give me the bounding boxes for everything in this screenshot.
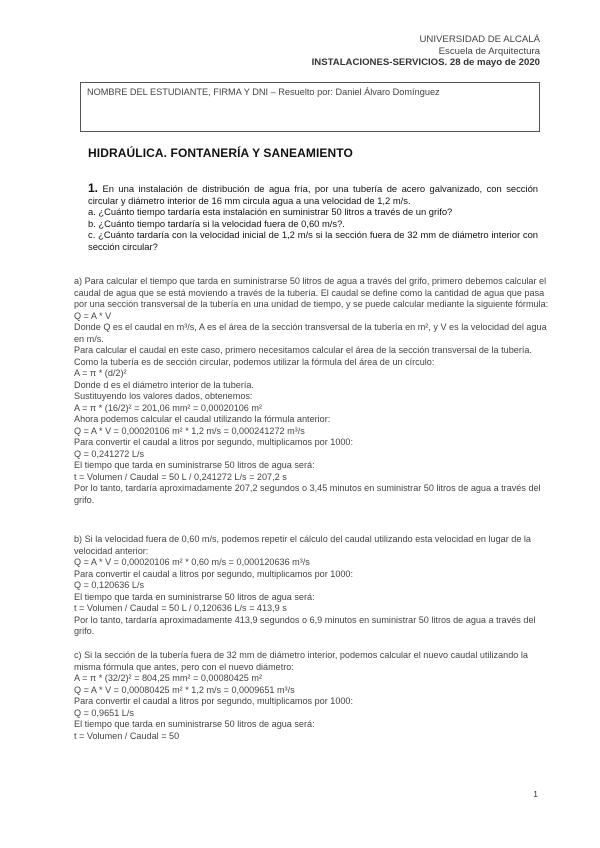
answer-line: El tiempo que tarda en suministrarse 50 litros de agua será: <box>74 719 315 729</box>
course-and-date: INSTALACIONES-SERVICIOS. 28 de mayo de 2020 <box>311 57 540 68</box>
page-number: 1 <box>533 789 538 799</box>
question-number: 1. <box>88 181 99 195</box>
answer-c <box>74 650 552 742</box>
answer-a <box>74 276 552 506</box>
section-title: HIDRAÚLICA. FONTANERÍA Y SANEAMIENTO <box>88 146 353 160</box>
answer-line: Q = A * V = 0,00020106 m² * 0,60 m/s = 0,000120636 m³/s <box>74 557 310 567</box>
answer-line: Por lo tanto, tardaría aproximadamente 207,2 segundos o 3,45 minutos en suministrar 50 litros de agua a través del grifo. <box>74 483 541 505</box>
question-statement: En una instalación de distribución de agua fría, por una tubería de acero galvanizado, con sección circular y diámetro interior de 16 mm circula agua a una velocidad de 1,2 m/s. <box>88 183 538 206</box>
student-name-label: NOMBRE DEL ESTUDIANTE, FIRMA Y DNI – Resuelto por: Daniel Álvaro Domínguez <box>87 87 440 97</box>
answer-line: t = Volumen / Caudal = 50 L / 0,241272 L/s = 207,2 s <box>74 471 287 482</box>
university-name: UNIVERSIDAD DE ALCALÁ <box>419 34 540 45</box>
answer-line: Para convertir el caudal a litros por segundo, multiplicamos por 1000: <box>74 696 354 706</box>
school-name: Escuela de Arquitectura <box>438 45 540 57</box>
answer-line: Sustituyendo los valores dados, obtenemos: <box>74 391 253 401</box>
answer-line: A = π * (d/2)² <box>74 368 127 378</box>
answer-line: El tiempo que tarda en suministrarse 50 litros de agua será: <box>74 591 315 602</box>
answer-line: A = π * (16/2)² = 201,06 mm² = 0,00020106 m² <box>74 402 262 413</box>
answer-line: a) Para calcular el tiempo que tarda en suministrarse 50 litros de agua a través del grifo, primero debemos calcular el caudal de agua que se está moviendo a través de la tubería. El caudal se define como la cantidad de agua que pasa por una sección transversal de la tubería en una unidad de tiempo, y se puede calcular mediante la siguiente fórmula: <box>74 276 549 309</box>
question-part-b: b. ¿Cuánto tiempo tardaría si la velocidad fuera de 0,60 m/s?. <box>88 217 345 229</box>
answer-line: Ahora podemos calcular el caudal utilizando la fórmula anterior: <box>74 414 331 424</box>
answer-b <box>74 534 552 638</box>
answer-line: c) Si la sección de la tubería fuera de 32 mm de diámetro interior, podemos calcular el nuevo caudal utilizando la misma fórmula que antes, pero con el nuevo diámetro: <box>74 650 528 672</box>
answer-line: Q = 0,241272 L/s <box>74 448 145 459</box>
question-part-a: a. ¿Cuánto tiempo tardaría esta instalación en suministrar 50 litros a través de un grifo? <box>88 206 453 218</box>
answer-line: Para convertir el caudal a litros por segundo, multiplicamos por 1000: <box>74 568 354 579</box>
question-part-c: c. ¿Cuánto tardaría con la velocidad inicial de 1,2 m/s si la sección fuera de 32 mm de diámetro interior con sección circular? <box>88 229 538 252</box>
answer-line: Donde Q es el caudal en m³/s, A es el área de la sección transversal de la tubería en m², y V es la velocidad del agua en m/s. <box>74 322 547 344</box>
question-block <box>88 183 538 253</box>
answer-line: b) Si la velocidad fuera de 0,60 m/s, podemos repetir el cálculo del caudal utilizando esta velocidad en lugar de la velocidad anterior: <box>74 534 531 556</box>
answer-line: A = π * (32/2)² = 804,25 mm² = 0,00080425 m² <box>74 673 262 683</box>
answer-line: Por lo tanto, tardaría aproximadamente 413,9 segundos o 6,9 minutos en suministrar 50 litros de agua a través del grifo. <box>74 614 536 636</box>
answer-line: t = Volumen / Caudal = 50 L / 0,120636 L/s = 413,9 s <box>74 603 287 613</box>
answer-line: Para convertir el caudal a litros por segundo, multiplicamos por 1000: <box>74 437 354 447</box>
answer-line: Q = 0,9651 L/s <box>74 707 134 718</box>
question-intro <box>88 183 538 206</box>
document-header <box>312 34 540 69</box>
answer-line: Q = A * V = 0,00080425 m² * 1,2 m/s = 0,0009651 m³/s <box>74 684 295 695</box>
answer-line: Donde d es el diámetro interior de la tubería. <box>74 379 254 390</box>
answer-line: El tiempo que tarda en suministrarse 50 litros de agua será: <box>74 460 315 470</box>
answer-line: Q = 0,120636 L/s <box>74 580 145 590</box>
answer-line: t = Volumen / Caudal = 50 <box>74 730 180 741</box>
answer-line: Para calcular el caudal en este caso, primero necesitamos calcular el área de la sección transversal de la tubería. Como la tubería es de sección circular, podemos utilizar la fórmula del área de un círculo: <box>74 345 532 367</box>
student-name-box <box>80 82 540 132</box>
answer-line: Q = A * V = 0,00020106 m² * 1,2 m/s = 0,000241272 m³/s <box>74 425 305 436</box>
answer-line: Q = A * V <box>74 310 112 321</box>
